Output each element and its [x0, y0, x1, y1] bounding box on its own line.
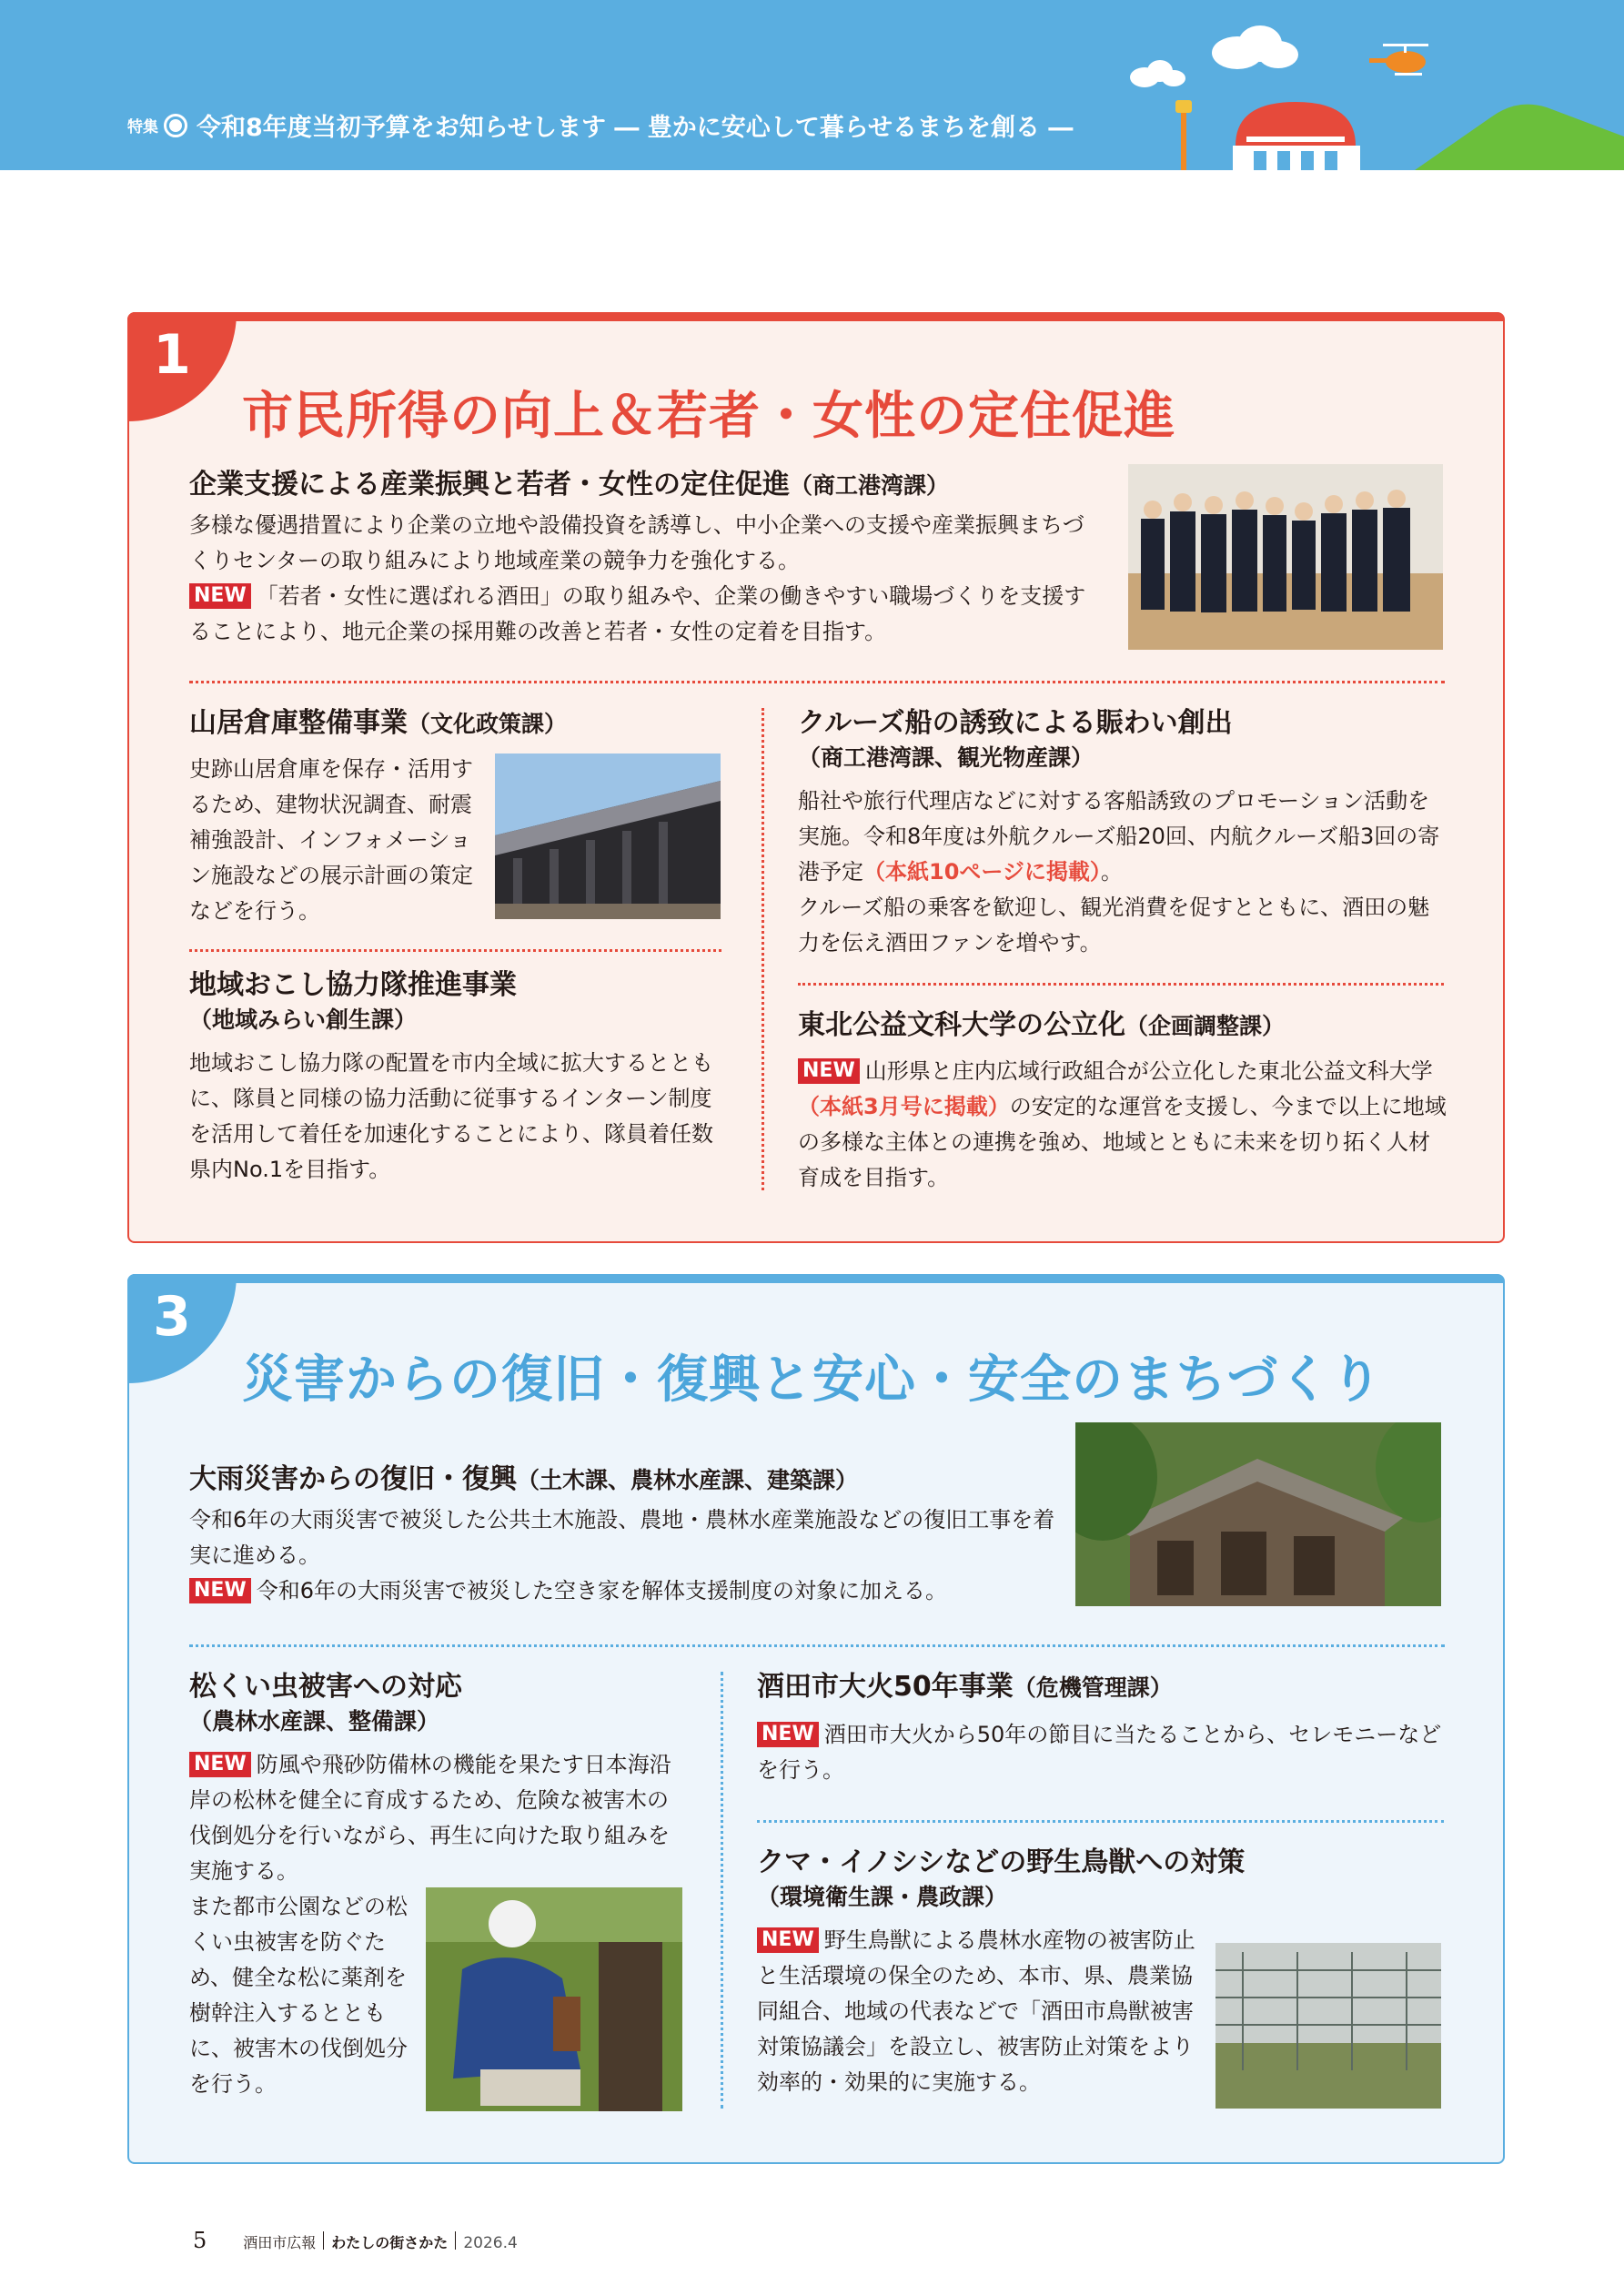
item-dept: （環境衛生課・農政課）: [757, 1884, 1008, 1910]
item-heading: 松くい虫被害への対応: [189, 1671, 462, 1703]
item-text-new-body: 「若者・女性に選ばれる酒田」の取り組みや、企業の働きやすい職場づくりを支援することにより、地元企業の採用難の改善と若者・女性の定着を目指す。: [189, 583, 1086, 644]
damaged-house-photo: [1075, 1422, 1441, 1606]
item-cruise: [798, 705, 1448, 961]
publisher: 酒田市広報: [243, 2234, 317, 2251]
divider: [757, 1820, 1444, 1823]
page-number: 5: [193, 2228, 207, 2253]
divider: [189, 1644, 1445, 1647]
item-taika-50: [757, 1669, 1448, 1788]
item-text-end: 。: [1100, 859, 1123, 885]
feature-title: [127, 107, 1073, 143]
item-dept: （企画調整課）: [1125, 1013, 1286, 1039]
item-text-new-body: 防風や飛砂防備林の機能を果たす日本海沿岸の松林を健全に育成するため、危険な被害木の伐倒処分を行いながら、再生に向けた取り組みを実施する。: [189, 1752, 671, 1884]
item-text-new: [189, 579, 1099, 650]
page-footer: [193, 2228, 518, 2253]
item-text-new: [757, 1923, 1198, 2100]
section-title: 市民所得の向上＆若者・女性の定住促進: [242, 387, 1175, 446]
item-heading: [798, 1007, 1448, 1045]
cloud-icon: [1130, 25, 1298, 87]
header-illustration: [0, 0, 1624, 170]
item-text-new-body: 令和6年の大雨災害で被災した空き家を解体支援制度の対象に加える。: [256, 1578, 947, 1603]
item-text: 地域おこし協力隊の配置を市内全域に拡大するとともに、隊員と同様の協力活動に従事するインターン制度を活用して着任を加速化することにより、隊員着任数県内No.1を目指す。: [189, 1050, 713, 1182]
section-1: [127, 312, 1505, 1243]
divider: [798, 983, 1444, 986]
circle-bullet-icon: [164, 114, 187, 137]
item-text: [798, 784, 1448, 890]
page-reference: （本紙3月号に掲載）: [798, 1094, 1010, 1119]
page-reference: （本紙10ページに掲載）: [863, 859, 1101, 885]
magazine-title: わたしの街さかた: [331, 2234, 449, 2251]
item-koeki-univ: [798, 1007, 1448, 1196]
item-heading-text: 東北公益文科大学の公立化: [798, 1009, 1125, 1041]
item-text-new: [757, 1717, 1444, 1788]
tree-injection-photo: [426, 1887, 682, 2111]
new-badge: NEW: [757, 1927, 819, 1953]
item-kigyo-shien: [189, 467, 1099, 650]
footer-separator: [455, 2231, 456, 2250]
item-dept: （地域みらい創生課）: [189, 1006, 418, 1033]
new-badge: NEW: [189, 1578, 251, 1603]
mountain-icon: [1415, 105, 1624, 170]
new-badge: NEW: [189, 583, 251, 609]
item-heading: [189, 705, 735, 743]
fence-photo: [1215, 1943, 1441, 2109]
divider: [189, 949, 721, 952]
item-text: 令和6年の大雨災害で被災した公共土木施設、農地・農林水産業施設などの復旧工事を着実に進める。: [189, 1507, 1055, 1568]
item-ooame: [189, 1462, 1099, 1609]
item-text-new: [189, 1573, 1099, 1609]
building-icon: [1233, 102, 1360, 170]
item-text-body: 船社や旅行代理店などに対する客船誘致のプロモーション活動を実施。令和8年度は外航クルーズ船20回、内航クルーズ船3回の寄港予定: [798, 788, 1440, 885]
item-text-2: また都市公園などの松くい虫被害を防ぐため、健全な松に薬剤を樹幹注入するとともに、被害木の伐倒処分を行う。: [189, 1894, 408, 2097]
item-text-end: の安定的な運営を支援し、今まで以上に地域の多様な主体との連携を強め、地域とともに未来を切り拓く人材育成を目指す。: [798, 1094, 1447, 1190]
item-dept: （危機管理課）: [1013, 1674, 1173, 1701]
item-heading-text: 大雨災害からの復旧・復興: [189, 1463, 517, 1495]
item-text: 史跡山居倉庫を保存・活用するため、建物状況調査、耐震補強設計、インフォメーション施設などの展示計画の策定などを行う。: [189, 756, 473, 924]
item-dept: （農林水産課、整備課）: [189, 1708, 440, 1735]
item-heading-text: 山居倉庫整備事業: [189, 707, 408, 739]
divider: [189, 681, 1445, 683]
section-title: 災害からの復旧・復興と安心・安全のまちづくり: [242, 1350, 1383, 1410]
item-text: 多様な優遇措置により企業の立地や設備投資を誘導し、中小企業への支援や産業振興まちづくりセンターの取り組みにより地域産業の競争力を強化する。: [189, 512, 1084, 573]
item-text-new: [189, 1747, 690, 1889]
section-3: [127, 1274, 1505, 2164]
item-text-2: クルーズ船の乗客を歓迎し、観光消費を促すとともに、酒田の魅力を伝え酒田ファンを増やす。: [798, 895, 1430, 956]
new-badge: NEW: [798, 1058, 860, 1084]
item-heading: [189, 467, 1099, 504]
new-badge: NEW: [757, 1722, 819, 1747]
section-number: 1: [127, 312, 237, 421]
item-heading-text: 企業支援による産業振興と若者・女性の定住促進: [189, 469, 790, 501]
group-photo: [1128, 464, 1443, 650]
item-dept: （文化政策課）: [408, 711, 568, 737]
item-dept: （商工港湾課）: [790, 472, 950, 499]
section-number: 3: [127, 1274, 237, 1383]
item-heading: [189, 1462, 1099, 1499]
item-chiiki-okoshi: [189, 967, 735, 1188]
warehouse-photo: [495, 754, 721, 919]
item-heading: [757, 1669, 1448, 1706]
feature-label: 特集: [127, 118, 158, 137]
vertical-divider: [721, 1672, 723, 2109]
header-banner: [0, 0, 1624, 170]
new-badge: NEW: [189, 1752, 251, 1777]
footer-separator: [323, 2231, 324, 2250]
helicopter-icon: [1369, 44, 1428, 76]
issue-date: 2026.4: [463, 2234, 518, 2252]
item-heading: クルーズ船の誘致による賑わい創出: [798, 707, 1233, 739]
item-dept: （土木課、農林水産課、建築課）: [517, 1467, 859, 1493]
item-dept: （商工港湾課、観光物産課）: [798, 744, 1094, 771]
feature-title-text: 令和8年度当初予算をお知らせします ― 豊かに安心して暮らせるまちを創る ―: [197, 114, 1074, 142]
lamp-post-icon: [1175, 100, 1192, 170]
item-text-body: 山形県と庄内広域行政組合が公立化した東北公益文科大学: [864, 1058, 1433, 1084]
item-heading: 地域おこし協力隊推進事業: [189, 969, 517, 1001]
item-text-new-body: 酒田市大火から50年の節目に当たることから、セレモニーなどを行う。: [757, 1722, 1442, 1783]
item-heading: クマ・イノシシなどの野生鳥獣への対策: [757, 1846, 1246, 1878]
item-heading-text: 酒田市大火50年事業: [757, 1671, 1014, 1703]
item-text-new-body: 野生鳥獣による農林水産物の被害防止と生活環境の保全のため、本市、県、農業協同組合、地域の代表などで「酒田市鳥獣被害対策協議会」を設立し、被害防止対策をより効率的・効果的に実施する。: [757, 1927, 1195, 2095]
vertical-divider: [762, 708, 764, 1190]
item-text-new: [798, 1054, 1448, 1196]
